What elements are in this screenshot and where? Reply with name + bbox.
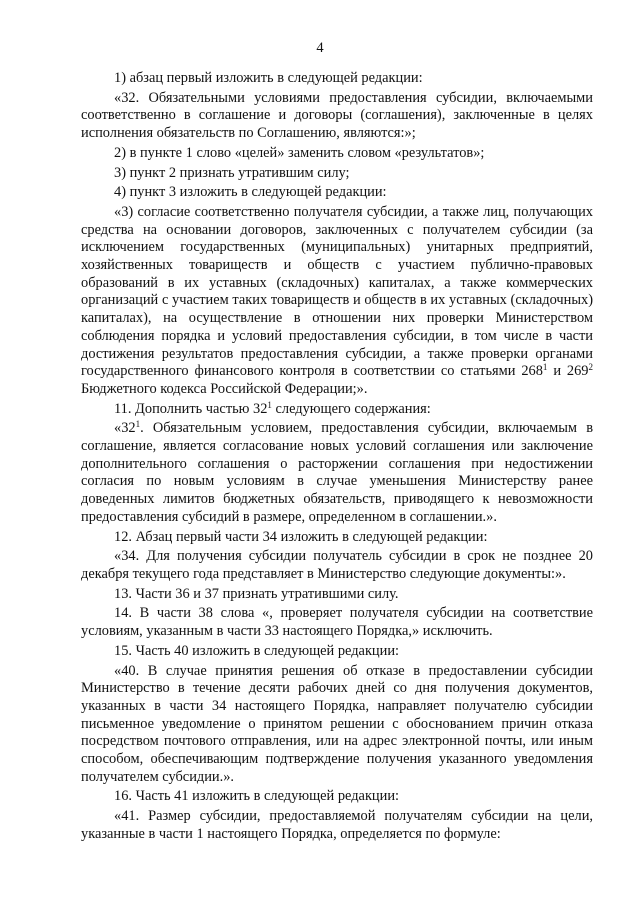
text-run: . Обязательным условием, предоставления субсидии, включаемым в соглашение, является согласование новых условий соглашения или заключение дополнительного соглашения о расторжении соглашения при недостижении согласия по новым условиям в случае уменьшения Министерству ранее доведенных лимитов бюджетных обязательств, приводящего к невозможности предоставления субсидий в размере, определенном в соглашении.».	[81, 420, 593, 525]
paragraph: 16. Часть 41 изложить в следующей редакции:	[114, 788, 400, 805]
paragraph	[81, 420, 593, 526]
text-run: Бюджетного кодекса Российской Федерации;».	[81, 380, 368, 397]
paragraph: 13. Части 36 и 37 признать утратившими силу.	[114, 585, 399, 602]
text-run: «32	[114, 420, 136, 437]
paragraph: 14. В части 38 слова «, проверяет получателя субсидии на соответствие условиям, указанным в части 33 настоящего Порядка,» исключить.	[81, 605, 593, 640]
paragraph: «40. В случае принятия решения об отказе в предоставлении субсидии Министерство в течение десяти рабочих дней со дня получения документов, указанных в части 34 настоящего Порядка, направляет получателю субсидии письменное уведомление о принятом решении с обоснованием причин отказа посредством почтового отправления, или на адрес электронной почты, или иным способом, обеспечивающим подтверждение получения указанного уведомления получателем субсидии.».	[81, 662, 593, 785]
paragraph: «32. Обязательными условиями предоставления субсидии, включаемыми соответственно в соглашение и договоры (соглашения), заключенные в целях исполнения обязательств по Соглашению, являются:»;	[81, 89, 593, 142]
superscript: 1	[542, 362, 548, 373]
text-run: «3) согласие соответственно получателя субсидии, а также лиц, получающих средства на основании договоров, заключенных с получателем субсидии (за исключением государственных (муниципальных) унитарных предприятий, хозяйственных товариществ и обществ с участием публично-правовых образований в их уставных (складочных) капиталах, а также коммерческих организаций с участием таких товариществ и обществ в их уставных (складочных) капиталах), на осуществление в отношении них проверки Министерством соблюдения порядка и условий предоставления субсидии, в том числе в части достижения результатов предоставления субсидии, а также проверки органами государственного финансового контроля в соответствии со статьями 268	[81, 203, 593, 380]
document-body	[81, 70, 593, 844]
paragraph	[81, 204, 593, 399]
paragraph: 2) в пункте 1 слово «целей» заменить словом «результатов»;	[114, 144, 485, 161]
text-run: и 269	[547, 363, 589, 380]
paragraph: 15. Часть 40 изложить в следующей редакции:	[114, 642, 400, 659]
paragraph: 1) абзац первый изложить в следующей редакции:	[114, 70, 423, 86]
paragraph: «34. Для получения субсидии получатель субсидии в срок не позднее 20 декабря текущего года представляет в Министерство следующие документы:».	[81, 548, 593, 582]
paragraph: 4) пункт 3 изложить в следующей редакции:	[114, 184, 387, 201]
text-run: следующего содержания:	[271, 400, 431, 417]
text-run: 11. Дополнить частью 32	[114, 400, 268, 417]
page-number: 4	[316, 40, 324, 56]
paragraph: 3) пункт 2 признать утратившим силу;	[114, 164, 350, 181]
superscript: 2	[588, 362, 593, 373]
paragraph: 12. Абзац первый части 34 изложить в следующей редакции:	[114, 528, 488, 545]
superscript: 1	[267, 399, 272, 410]
paragraph: «41. Размер субсидии, предоставляемой получателям субсидии на цели, указанные в части 1 настоящего Порядка, определяется по формуле:	[81, 808, 593, 842]
superscript: 1	[135, 419, 141, 430]
paragraph	[81, 401, 593, 419]
